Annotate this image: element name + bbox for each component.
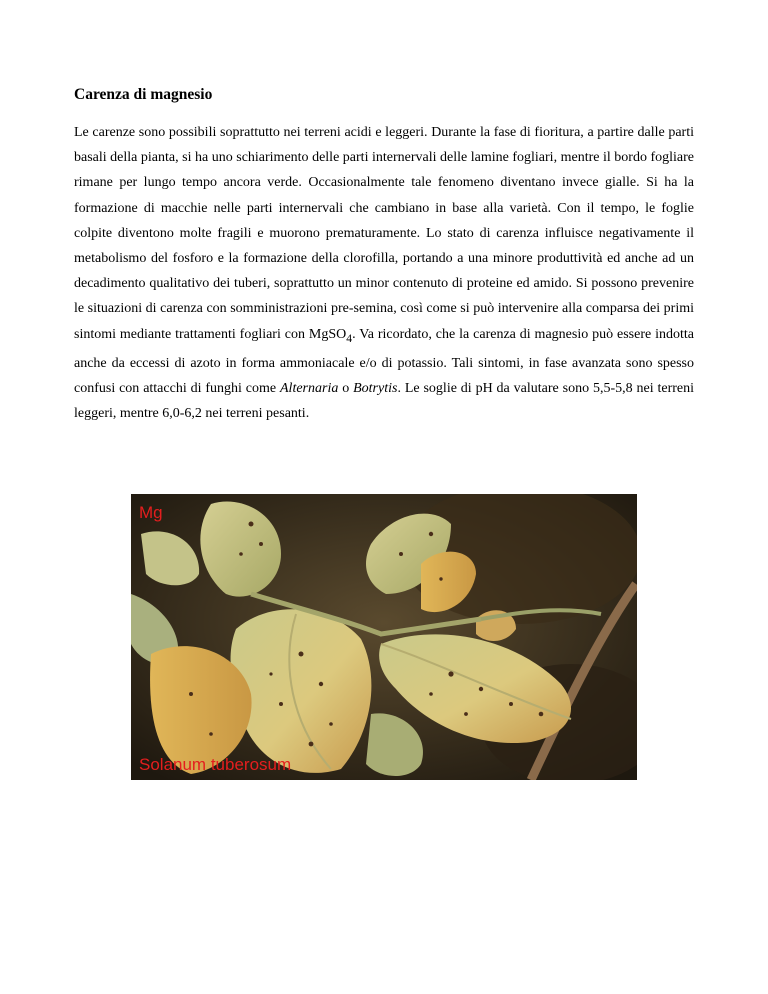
subscript-4: 4	[346, 331, 353, 345]
page-title: Carenza di magnesio	[74, 86, 213, 103]
paragraph-text-1: Le carenze sono possibili soprattutto nei terreni acidi e leggeri. Durante la fase di fioritura, a partire dalle parti basali della pianta, si ha uno schiarimento delle parti internervali delle lamine fogliari, mentre il bordo fogliare rimane per lungo tempo ancora verde. Occasionalmente tale fenomeno diventano invece gialle. Si ha la formazione di macchie nelle parti internervali che cambiano in base alla varietà. Con il tempo, le foglie colpite diventono molte fragili e muorono prematuramente. Lo stato di carenza influisce negativamente il metabolismo del fosforo e la formazione della clorofilla, portando a una minore produttività ed anche ad un decadimento qualitativo dei tuberi, soprattutto un minor contenuto di proteine ed amido. Si possono prevenire le situazioni di carenza con somministrazioni pre-semina, così come si può intervenire alla comparsa dei primi sintomi mediante trattamenti fogliari con MgSO	[74, 125, 694, 342]
italic-alternaria: Alternaria	[280, 380, 339, 396]
figure-caption-species: Solanum tuberosum	[139, 755, 292, 774]
paragraph-conj: o	[338, 380, 354, 396]
paragraph-text-2: . Va ricordato, che la carenza di magnesio può essere indotta anche da eccessi di azoto in forma ammoniacale e/o di potassio. Tali sintomi, in fase avanzata sono spesso confusi con attacchi di funghi come	[74, 326, 694, 396]
italic-botrytis: Botrytis	[353, 380, 398, 396]
potato-leaf-photo	[131, 494, 637, 780]
paragraph-text-3: . Le soglie di pH da valutare sono 5,5-5,8 nei terreni leggeri, mentre 6,0-6,2 nei terreni pesanti.	[74, 380, 695, 422]
leaf-illustration	[131, 494, 637, 780]
body-paragraph	[74, 120, 694, 426]
figure-label-mg: Mg	[139, 503, 163, 522]
